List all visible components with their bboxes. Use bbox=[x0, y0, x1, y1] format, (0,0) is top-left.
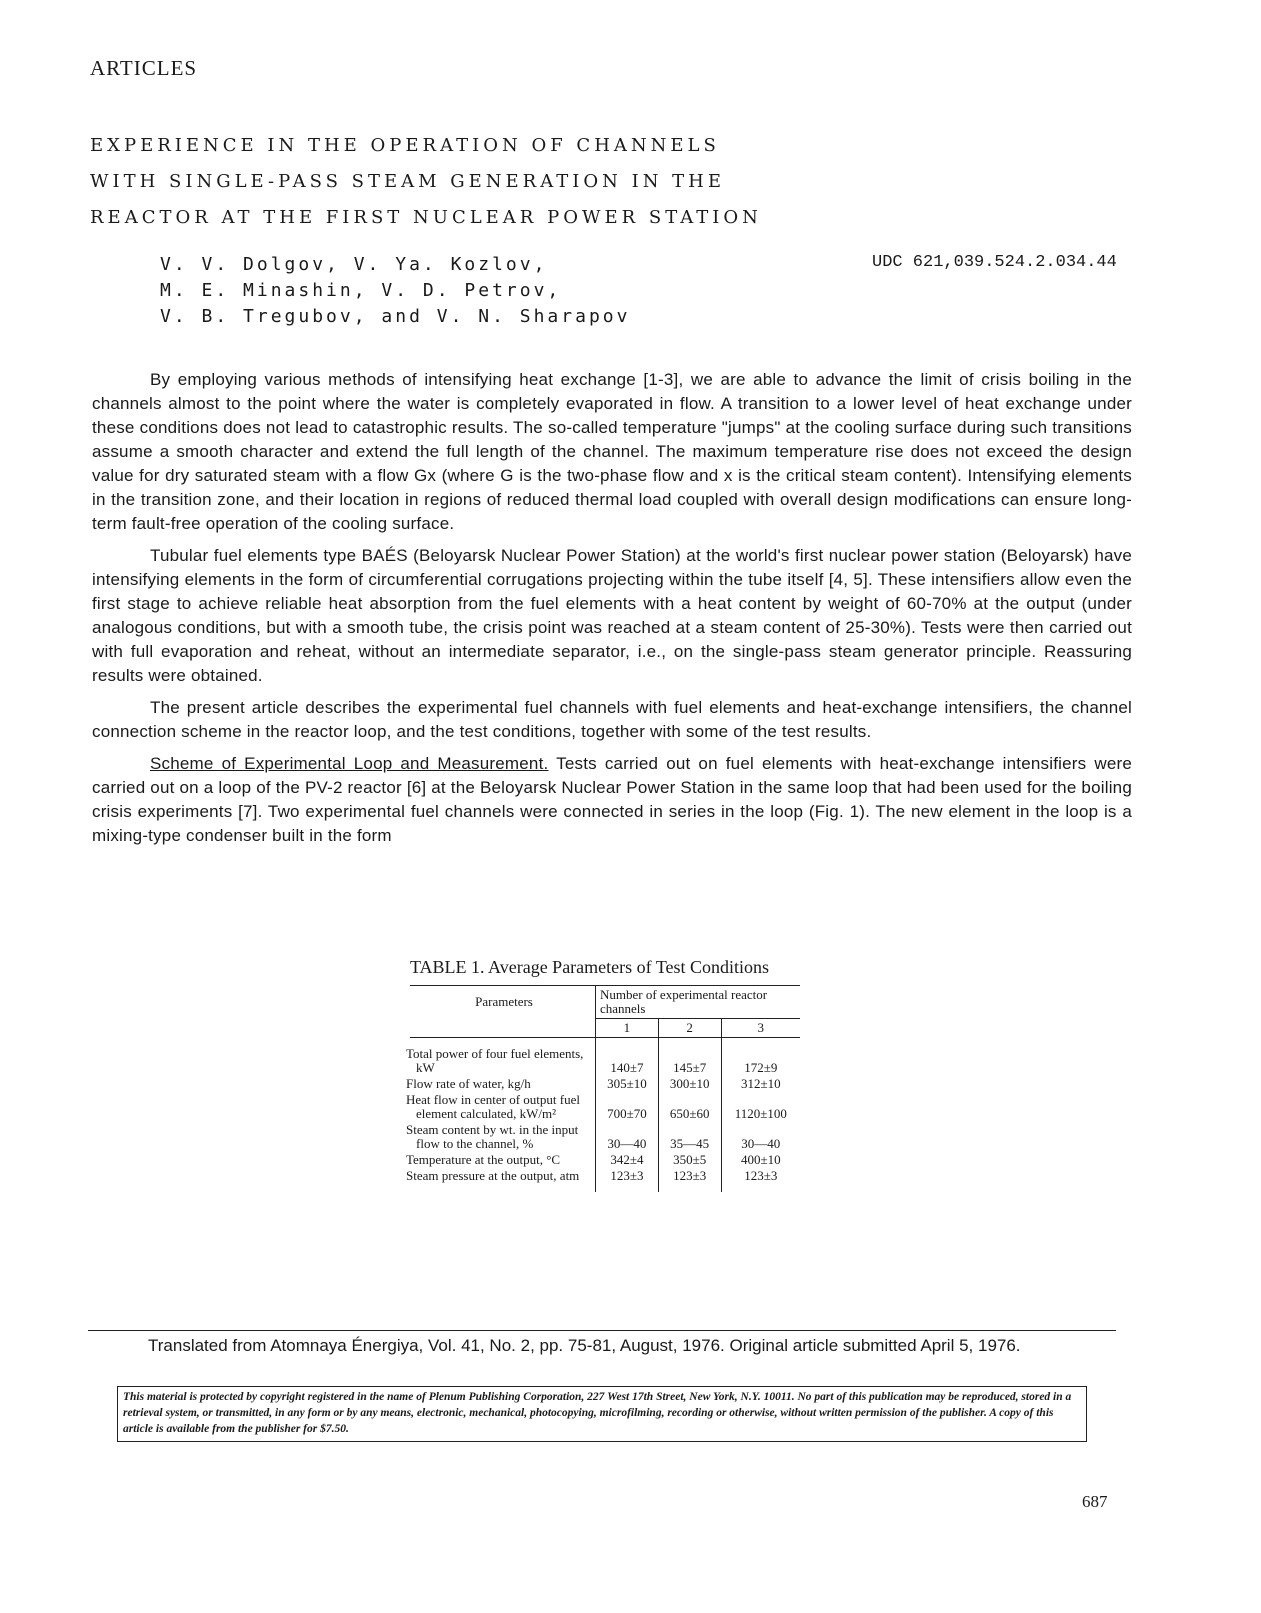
column-header: 2 bbox=[658, 1019, 721, 1038]
table-cell: 35—45 bbox=[658, 1122, 721, 1152]
table-cell: 123±3 bbox=[721, 1168, 800, 1184]
table-cell: 650±60 bbox=[658, 1092, 721, 1122]
param-header-spacer bbox=[410, 1019, 596, 1038]
article-body bbox=[92, 368, 1132, 856]
table-cell: 700±70 bbox=[596, 1092, 659, 1122]
table-row bbox=[410, 1152, 800, 1168]
param-name: Steam content by wt. in the input flow to the channel, % bbox=[406, 1121, 579, 1151]
title-line: EXPERIENCE IN THE OPERATION OF CHANNELS bbox=[90, 135, 720, 156]
table-cell: 305±10 bbox=[596, 1076, 659, 1092]
table-cell: 30—40 bbox=[596, 1122, 659, 1152]
author-line: M. E. Minashin, V. D. Petrov, bbox=[160, 280, 562, 301]
group-header: Number of experimental reactor channels bbox=[596, 986, 801, 1019]
table-row bbox=[410, 1076, 800, 1092]
table-cell: 145±7 bbox=[658, 1046, 721, 1076]
title-line: REACTOR AT THE FIRST NUCLEAR POWER STATION bbox=[90, 207, 762, 228]
parameters-table bbox=[406, 985, 800, 1192]
table-cell: 400±10 bbox=[721, 1152, 800, 1168]
udc-code: UDC 621,039.524.2.034.44 bbox=[872, 253, 1117, 272]
table-cell: 300±10 bbox=[658, 1076, 721, 1092]
footnote-divider bbox=[88, 1330, 1116, 1331]
author-line: V. B. Tregubov, and V. N. Sharapov bbox=[160, 306, 631, 327]
body-paragraph bbox=[92, 752, 1132, 848]
table-caption: TABLE 1. Average Parameters of Test Conditions bbox=[410, 957, 770, 977]
table-cell: 350±5 bbox=[658, 1152, 721, 1168]
body-paragraph: Tubular fuel elements type BAÉS (Beloyarsk Nuclear Power Station) at the world's first nuclear power station (Beloyarsk) have intensifying elements in the form of circumferential corrugations projecting within the tube itself [4, 5]. These intensifiers allow even the first stage to achieve reliable heat absorption from the fuel elements with a heat content by weight of 60-70% at the output (under analogous conditions, but with a smooth tube, the crisis point was reached at a steam content of 25-30%). Tests were then carried out with full evaporation and reheat, without an intermediate separator, i.e., on the single-pass steam generator principle. Reassuring results were obtained. bbox=[92, 546, 1132, 685]
table-cell: 312±10 bbox=[721, 1076, 800, 1092]
body-paragraph: By employing various methods of intensifying heat exchange [1-3], we are able to advance the limit of crisis boiling in the channels almost to the point where the water is completely evaporated in flow. A transition to a lower level of heat exchange under these conditions does not lead to catastrophic results. The so-called temperature "jumps" at the cooling surface during such transitions assume a smooth character and extend the full length of the channel. The maximum temperature rise does not exceed the design value for dry saturated steam with a flow Gx (where G is the two-phase flow and x is the critical steam content). Intensifying elements in the transition zone, and their location in regions of reduced thermal load coupled with overall design modifications can ensure long-term fault-free operation of the cooling surface. bbox=[92, 370, 1132, 533]
table-1 bbox=[406, 955, 800, 1192]
copyright-notice: This material is protected by copyright registered in the name of Plenum Publishing Corporation, 227 West 17th Street, New York, N.Y. 10011. No part of this publication may be reproduced, stored in a retrieval system, or transmitted, in any form or by any means, electronic, mechanical, photocopying, microfilming, recording or otherwise, without written permission of the publisher. A copy of this article is available from the publisher for $7.50. bbox=[117, 1386, 1087, 1442]
table-cell: 30—40 bbox=[721, 1122, 800, 1152]
section-heading: Scheme of Experimental Loop and Measurement. bbox=[150, 754, 549, 773]
table-cell: 342±4 bbox=[596, 1152, 659, 1168]
author-line: V. V. Dolgov, V. Ya. Kozlov, bbox=[160, 254, 548, 275]
table-cell: 123±3 bbox=[658, 1168, 721, 1184]
param-name: Temperature at the output, °C bbox=[406, 1151, 561, 1167]
table-cell: 172±9 bbox=[721, 1046, 800, 1076]
table-cell: 1120±100 bbox=[721, 1092, 800, 1122]
table-cell: 140±7 bbox=[596, 1046, 659, 1076]
page-number: 687 bbox=[1082, 1492, 1108, 1511]
title-line: WITH SINGLE-PASS STEAM GENERATION IN THE bbox=[90, 171, 726, 192]
table-row bbox=[410, 1092, 800, 1122]
body-paragraph-text: Tests carried out on fuel elements with heat-exchange intensifiers were carried out on a loop of the PV-2 reactor [6] at the Beloyarsk Nuclear Power Station in the same loop that had been used for the boiling crisis experiments [7]. Two experimental fuel channels were connected in series in the loop (Fig. 1). The new element in the loop is a mixing-type condenser built in the form bbox=[92, 754, 1132, 845]
param-name: Total power of four fuel elements, kW bbox=[406, 1045, 584, 1075]
column-header: 3 bbox=[721, 1019, 800, 1038]
body-paragraph: The present article describes the experimental fuel channels with fuel elements and heat-exchange intensifiers, the channel connection scheme in the reactor loop, and the test conditions, together with some of the test results. bbox=[92, 698, 1132, 741]
translation-note: Translated from Atomnaya Énergiya, Vol. 41, No. 2, pp. 75-81, August, 1976. Original article submitted April 5, 1976. bbox=[148, 1336, 1021, 1355]
table-row bbox=[410, 1046, 800, 1076]
param-name: Steam pressure at the output, atm bbox=[406, 1167, 580, 1183]
table-row bbox=[410, 1122, 800, 1152]
table-row bbox=[410, 1168, 800, 1184]
author-list bbox=[160, 252, 630, 330]
article-title bbox=[90, 128, 762, 236]
section-label: ARTICLES bbox=[90, 56, 198, 80]
table-cell: 123±3 bbox=[596, 1168, 659, 1184]
param-header: Parameters bbox=[475, 994, 533, 1010]
column-header: 1 bbox=[596, 1019, 659, 1038]
param-name: Flow rate of water, kg/h bbox=[406, 1075, 531, 1091]
param-name: Heat flow in center of output fuel element calculated, kW/m² bbox=[406, 1091, 580, 1121]
